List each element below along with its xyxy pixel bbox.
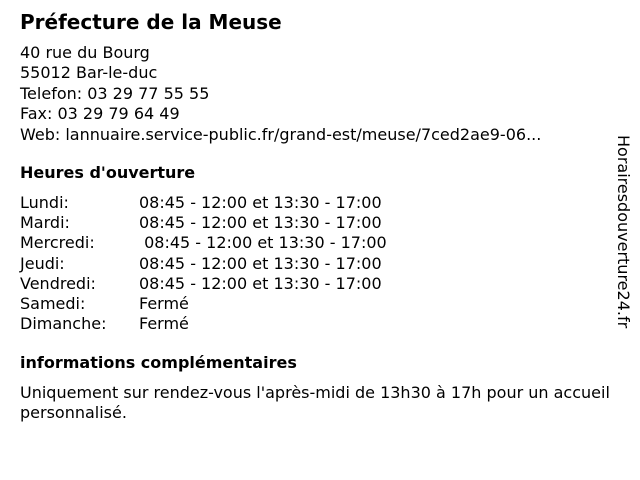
hours-value: Fermé [139, 293, 189, 313]
phone-number: Telefon: 03 29 77 55 55 [20, 83, 210, 103]
website-url: Web: lannuaire.service-public.fr/grand-est/meuse/7ced2ae9-06... [20, 124, 542, 144]
day-label: Mercredi: [20, 233, 95, 253]
opening-hours-heading: Heures d'ouverture [20, 163, 196, 182]
hours-value: 08:45 - 12:00 et 13:30 - 17:00 [139, 273, 382, 293]
city-postcode: 55012 Bar-le-duc [20, 63, 158, 83]
additional-info-text: Uniquement sur rendez-vous l'après-midi de 13h30 à 17h pour un accueil personnalisé. [20, 383, 610, 423]
page-title: Préfecture de la Meuse [20, 10, 282, 34]
additional-info-heading: informations complémentaires [20, 353, 297, 372]
day-label: Samedi: [20, 293, 86, 313]
watermark-text: Horairesdouverture24.fr [614, 135, 633, 329]
day-label: Vendredi: [20, 273, 96, 293]
hours-value: 08:45 - 12:00 et 13:30 - 17:00 [139, 233, 387, 253]
day-label: Jeudi: [20, 253, 65, 273]
hours-value: 08:45 - 12:00 et 13:30 - 17:00 [139, 193, 382, 212]
day-label: Lundi: [20, 193, 69, 212]
address-block [20, 43, 541, 145]
day-label: Mardi: [20, 213, 70, 233]
hours-value: 08:45 - 12:00 et 13:30 - 17:00 [139, 213, 382, 233]
street-address: 40 rue du Bourg [20, 43, 150, 62]
hours-value: 08:45 - 12:00 et 13:30 - 17:00 [139, 253, 382, 273]
fax-number: Fax: 03 29 79 64 49 [20, 104, 180, 124]
hours-value: Fermé [139, 314, 189, 334]
day-label: Dimanche: [20, 314, 107, 334]
